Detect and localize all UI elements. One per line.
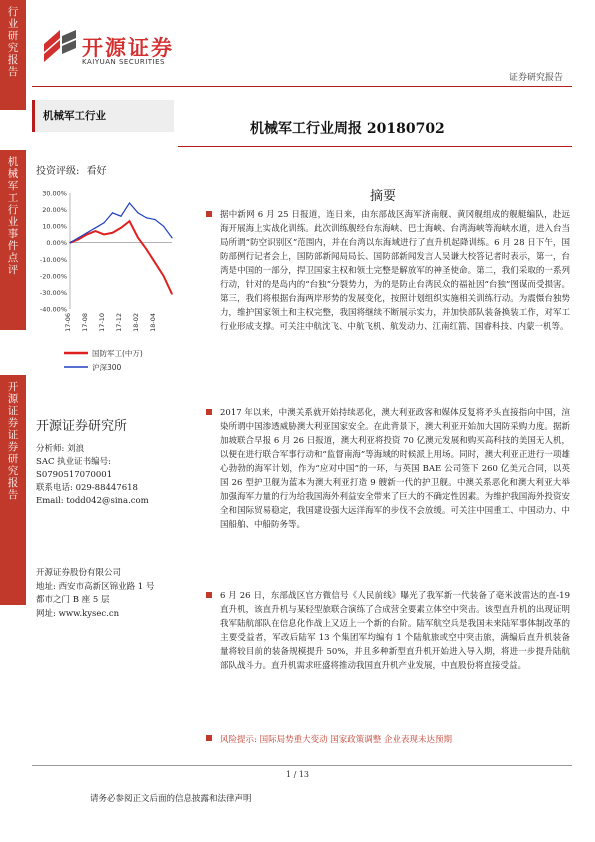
series-2-point — [146, 217, 147, 218]
strip-char: 业 — [7, 216, 19, 228]
strip-char: 券 — [7, 441, 19, 453]
company-address-line2: 都市之门 B 座 5 层 — [36, 595, 110, 605]
strip-char: 军 — [7, 180, 19, 192]
strip-char: 证 — [7, 429, 19, 441]
bullet-square-icon — [206, 592, 212, 598]
footer-divider — [32, 765, 572, 766]
x-tick-label: 17-06 — [64, 313, 72, 332]
y-tick-label: 10.00% — [42, 222, 67, 231]
x-tick-label: 17-08 — [81, 313, 89, 332]
series-2-point — [86, 232, 87, 233]
paragraph-text: 据中新网 6 月 25 日报道，连日来，由东部战区海军济南舰、黄冈舰组成的舰艇编队，赴远海开展海上实战化训练。此次训练舰经台东海峡、巴士海峡、台湾海峡等海峡水道，进入台当局所谓“防空识别区”范围内，并在台湾以东海域进行了直升机起降训练。6 月 28 日下午，国防部例行记者会上，国防部新闻局局长、国防部新闻发言人吴谦大校答记者时表示，第一，台湾是中国的一部分，捍卫国家主权和领土完整是解放军的神圣使命。第二，我们采取的一系列行动，针对的是岛内的“台独”分裂势力，为的是防止台湾民众的福祉因“台独”图谋而受损害。第三，我们将根据台海两岸形势的发展变化，按照计划组织实施相关训练行动。为震慑台独势力，维护国家领土和主权完整，我国将继续不断展示实力，并加快部队装备换装工作，对军工行业形成支撑。可关注中航沈飞、中航飞机、航发动力、江南红箭、国睿科技、内蒙一机等。 — [220, 210, 570, 332]
series-1-point — [78, 239, 79, 240]
x-tick-label: 18-04 — [149, 313, 157, 332]
y-tick-label: 0.00% — [46, 239, 67, 248]
strip-char: 业 — [7, 18, 19, 30]
analyst-name: 分析师: 刘浪 — [36, 444, 85, 454]
series-1-point — [154, 262, 155, 263]
contact-phone: 联系电话: 029-88447618 — [36, 483, 138, 493]
analyst-info — [36, 443, 149, 508]
strip-char: 告 — [7, 489, 19, 501]
y-tick-label: -10.00% — [39, 255, 67, 264]
page-number: 1 / 13 — [285, 770, 310, 779]
strip-char: 报 — [7, 477, 19, 489]
series-1-point — [137, 237, 138, 238]
series-1-point — [112, 232, 113, 233]
strip-char: 告 — [7, 66, 19, 78]
y-tick-label: -20.00% — [39, 272, 67, 281]
side-strip-bottom — [0, 375, 26, 605]
strip-char: 事 — [7, 228, 19, 240]
industry-box — [32, 100, 174, 132]
side-strip-top — [0, 0, 26, 110]
strip-char: 工 — [7, 192, 19, 204]
series-2-point — [154, 219, 155, 220]
company-website[interactable]: 网址: www.kysec.cn — [36, 608, 120, 619]
series-2-point — [95, 227, 96, 228]
industry-label: 机械军工行业 — [43, 110, 106, 122]
summary-paragraph-1 — [220, 208, 570, 334]
series-1-point — [146, 249, 147, 250]
logo-mark-icon — [40, 26, 80, 66]
sac-number: S0790517070001 — [36, 470, 113, 480]
strip-char: 件 — [7, 240, 19, 252]
strip-char: 报 — [7, 54, 19, 66]
series-2-point — [112, 212, 113, 213]
series-2-point — [129, 202, 130, 203]
series-1-point — [103, 234, 104, 235]
summary-paragraph-3 — [220, 589, 570, 673]
paragraph-text: 2017 年以来，中澳关系就开始持续恶化，澳大利亚政客和媒体反复将矛头直接指向中国，渲染所谓中国渗透威胁澳大利亚国家安全。在此背景下，澳大利亚开始加大国防采购力度。据新加坡联合早报 6 月 26 日报道，澳大利亚将投资 70 亿澳元发展和购买高科技的美国无人机，以便在进行联合军事行动和“监督南海”等海域的时候派上用场。同时，澳大利亚正进行一项雄心勃勃的海军计划，作为“应对中国”的一环，与英国 BAE 公司签下 260 亿美元合同，以英国 26 型护卫舰为蓝本为澳大利亚打造 9 艘新一代的护卫舰。中澳关系恶化和澳大利亚大举加强海军力量的行为给我国海外利益安全带来了巨大的不确定性因素。为维护我国海外投资安全和国际贸易稳定，我国建设强大远洋海军的步伐不会放缓。可关注中国重工、中国动力、中国船舶、中船防务等。 — [220, 408, 570, 530]
series-2-point — [171, 237, 172, 238]
side-strip-middle — [0, 150, 26, 330]
y-tick-label: 20.00% — [42, 206, 67, 215]
bullet-square-icon — [206, 211, 212, 217]
legend-label-2: 沪深300 — [92, 363, 122, 372]
rating-value: 看好 — [86, 166, 107, 177]
risk-warning — [220, 733, 452, 745]
logo-text-en: KAIYUAN SECURITIES — [82, 58, 165, 66]
bullet-square-icon — [206, 409, 212, 415]
x-tick-label: 18-02 — [132, 313, 140, 332]
strip-char: 证 — [7, 405, 19, 417]
series-2-point — [163, 226, 164, 227]
series-1-point — [129, 221, 130, 222]
company-info — [36, 567, 154, 621]
strip-char: 究 — [7, 42, 19, 54]
risk-text: 风险提示: 国际局势重大变动 国家政策调整 企业表现未达预期 — [220, 735, 452, 745]
x-tick-label: 17-12 — [115, 313, 123, 332]
series-2-point — [78, 237, 79, 238]
strip-char: 源 — [7, 393, 19, 405]
series-1-point — [120, 227, 121, 228]
series-line-2 — [70, 203, 172, 243]
strip-char: 研 — [7, 30, 19, 42]
series-1-point — [95, 231, 96, 232]
series-2-point — [103, 222, 104, 223]
strip-char: 评 — [7, 264, 19, 276]
page-title: 机械军工行业周报 20180702 — [250, 121, 445, 137]
org-name: 开源证券研究所 — [36, 419, 128, 434]
series-2-point — [137, 212, 138, 213]
investment-rating — [36, 162, 107, 177]
y-tick-label: -40.00% — [39, 305, 67, 314]
paragraph-text: 6 月 26 日，东部战区官方微信号《人民前线》曝光了我军新一代装备了毫米波雷达的直-19 直升机，该直升机与某轻型旅联合演练了合成营全要素立体空中突击。该型直升机的出现证明我军陆航部队在信息化作战上又迈上一个新的台阶。陆军航空兵是我国未来陆军事体制改革的主要受益者，军改后陆军 13 个集团军均编有 1 个陆航旅或空中突击旅，满编后直升机装备量将较目前的装备规模提升 50%，并且多种新型直升机开始进入导入期，将进一步提升陆航部队战斗力。直升机需求旺盛将推动我国直升机产业发展，中直股份将直接受益。 — [220, 591, 570, 671]
report-type-label: 证券研究报告 — [508, 73, 563, 83]
footer-disclaimer: 请务必参阅正文后面的信息披露和法律声明 — [90, 794, 252, 804]
strip-char: 行 — [7, 204, 19, 216]
strip-char: 研 — [7, 453, 19, 465]
title-divider — [178, 146, 572, 147]
series-1-point — [86, 234, 87, 235]
strip-char: 究 — [7, 465, 19, 477]
series-1-point — [163, 275, 164, 276]
company-name: 开源证券股份有限公司 — [36, 568, 122, 578]
bullet-square-icon — [206, 735, 212, 741]
series-line-1 — [70, 221, 172, 294]
y-tick-label: 30.00% — [42, 189, 67, 198]
performance-chart-svg — [32, 185, 182, 380]
rating-label: 投资评级: — [36, 166, 80, 177]
series-2-point — [120, 216, 121, 217]
strip-char: 械 — [7, 168, 19, 180]
contact-email[interactable]: Email: todd042@sina.com — [36, 496, 149, 506]
summary-paragraph-2 — [220, 406, 570, 532]
sac-label: SAC 执业证书编号: — [36, 457, 112, 467]
strip-char: 机 — [7, 156, 19, 168]
strip-char: 行 — [7, 6, 19, 18]
performance-chart — [32, 185, 182, 380]
legend-label-1: 国防军工(中万) — [92, 349, 143, 358]
strip-char: 券 — [7, 417, 19, 429]
series-1-point — [171, 293, 172, 294]
logo-text-cn: 开源证券 — [82, 36, 174, 60]
company-address-line1: 地址: 西安市高新区锦业路 1 号 — [36, 581, 155, 592]
header-divider — [32, 86, 572, 87]
strip-char: 开 — [7, 381, 19, 393]
company-logo — [40, 26, 200, 72]
strip-char: 点 — [7, 252, 19, 264]
summary-title: 摘要 — [370, 189, 397, 204]
y-tick-label: -30.00% — [39, 288, 67, 297]
x-tick-label: 17-10 — [98, 313, 106, 332]
series-2-point — [69, 242, 70, 243]
